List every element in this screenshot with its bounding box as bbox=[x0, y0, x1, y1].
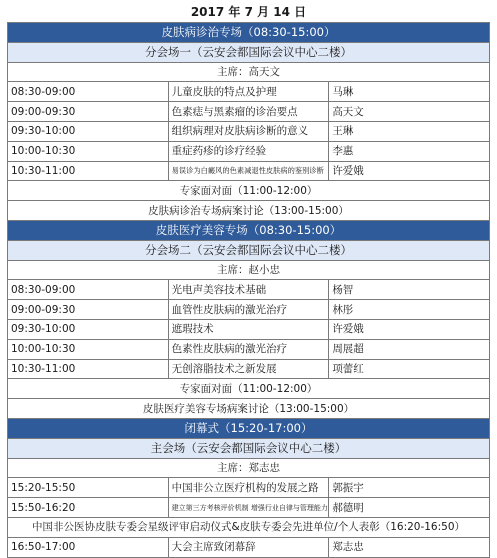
talk-time: 15:20-15:50 bbox=[8, 478, 169, 498]
talk-time: 10:30-11:00 bbox=[8, 161, 169, 181]
talk-row bbox=[8, 537, 490, 557]
center-row bbox=[8, 181, 490, 201]
session-title: 闭幕式（15:20-17:00） bbox=[8, 418, 490, 438]
talk-time: 09:00-09:30 bbox=[8, 102, 169, 122]
center-text: 皮肤医疗美容专场病案讨论（13:00-15:00） bbox=[8, 399, 490, 419]
venue-title: 分会场二（云安会都国际会议中心二楼） bbox=[8, 240, 490, 260]
talk-speaker: 郭振宇 bbox=[329, 478, 490, 498]
talk-row bbox=[8, 319, 490, 339]
center-row bbox=[8, 458, 490, 478]
center-text: 主席：高天文 bbox=[8, 62, 490, 82]
talk-topic: 大会主席致闭幕辞 bbox=[168, 537, 329, 557]
talk-speaker: 郝德明 bbox=[329, 498, 490, 518]
talk-topic: 无创溶脂技术之新发展 bbox=[168, 359, 329, 379]
talk-time: 10:00-10:30 bbox=[8, 141, 169, 161]
talk-speaker: 林彤 bbox=[329, 300, 490, 320]
talk-time: 16:50-17:00 bbox=[8, 537, 169, 557]
talk-topic: 血管性皮肤病的激光治疗 bbox=[168, 300, 329, 320]
center-row bbox=[8, 260, 490, 280]
venue-row bbox=[8, 42, 490, 62]
talk-row bbox=[8, 82, 490, 102]
talk-row bbox=[8, 339, 490, 359]
talk-topic: 建立第三方考核评价机制 增强行业自律与管理能力 bbox=[168, 498, 329, 518]
center-text: 专家面对面（11:00-12:00） bbox=[8, 379, 490, 399]
talk-time: 09:30-10:00 bbox=[8, 319, 169, 339]
center-text: 主席：郑志忠 bbox=[8, 458, 490, 478]
talk-speaker: 杨智 bbox=[329, 280, 490, 300]
talk-topic: 光电声美容技术基础 bbox=[168, 280, 329, 300]
center-text: 专家面对面（11:00-12:00） bbox=[8, 181, 490, 201]
talk-speaker: 李惠 bbox=[329, 141, 490, 161]
talk-time: 10:30-11:00 bbox=[8, 359, 169, 379]
talk-speaker: 王琳 bbox=[329, 121, 490, 141]
session-header-row bbox=[8, 418, 490, 438]
talk-row bbox=[8, 161, 490, 181]
center-row bbox=[8, 201, 490, 221]
center-row bbox=[8, 399, 490, 419]
center-row bbox=[8, 62, 490, 82]
talk-row bbox=[8, 478, 490, 498]
session-title: 皮肤医疗美容专场（08:30-15:00） bbox=[8, 220, 490, 240]
talk-topic: 重症药疹的诊疗经验 bbox=[168, 141, 329, 161]
talk-speaker: 项蕾红 bbox=[329, 359, 490, 379]
talk-speaker: 高天文 bbox=[329, 102, 490, 122]
venue-title: 分会场一（云安会都国际会议中心二楼） bbox=[8, 42, 490, 62]
talk-topic: 儿童皮肤的特点及护理 bbox=[168, 82, 329, 102]
talk-topic: 中国非公立医疗机构的发展之路 bbox=[168, 478, 329, 498]
talk-topic: 遮瑕技术 bbox=[168, 319, 329, 339]
talk-speaker: 郑志忠 bbox=[329, 537, 490, 557]
talk-topic: 色素性皮肤病的激光治疗 bbox=[168, 339, 329, 359]
talk-row bbox=[8, 280, 490, 300]
talk-row bbox=[8, 359, 490, 379]
talk-speaker: 许爱娥 bbox=[329, 161, 490, 181]
schedule-date: 2017 年 7 月 14 日 bbox=[190, 5, 307, 19]
schedule-table bbox=[7, 22, 490, 558]
center-text: 中国非公医协皮肤专委会星级评审启动仪式&皮肤专委会先进单位/个人表彰（16:20-16:50） bbox=[8, 517, 490, 537]
talk-time: 08:30-09:00 bbox=[8, 280, 169, 300]
talk-topic: 易误诊为白癜风的色素减退性皮肤病的鉴别诊断 bbox=[168, 161, 329, 181]
talk-row bbox=[8, 498, 490, 518]
venue-title: 主会场（云安会都国际会议中心二楼） bbox=[8, 438, 490, 458]
center-row bbox=[8, 379, 490, 399]
talk-row bbox=[8, 102, 490, 122]
talk-time: 08:30-09:00 bbox=[8, 82, 169, 102]
talk-topic: 色素痣与黑素瘤的诊治要点 bbox=[168, 102, 329, 122]
talk-speaker: 马琳 bbox=[329, 82, 490, 102]
session-header-row bbox=[8, 220, 490, 240]
talk-topic: 组织病理对皮肤病诊断的意义 bbox=[168, 121, 329, 141]
talk-speaker: 许爱娥 bbox=[329, 319, 490, 339]
talk-time: 15:50-16:20 bbox=[8, 498, 169, 518]
talk-time: 09:30-10:00 bbox=[8, 121, 169, 141]
session-title: 皮肤病诊治专场（08:30-15:00） bbox=[8, 23, 490, 43]
center-text: 皮肤病诊治专场病案讨论（13:00-15:00） bbox=[8, 201, 490, 221]
talk-time: 10:00-10:30 bbox=[8, 339, 169, 359]
talk-row bbox=[8, 300, 490, 320]
center-text: 主席：赵小忠 bbox=[8, 260, 490, 280]
venue-row bbox=[8, 240, 490, 260]
talk-row bbox=[8, 141, 490, 161]
center-row bbox=[8, 517, 490, 537]
talk-row bbox=[8, 121, 490, 141]
talk-speaker: 周展超 bbox=[329, 339, 490, 359]
talk-time: 09:00-09:30 bbox=[8, 300, 169, 320]
session-header-row bbox=[8, 23, 490, 43]
venue-row bbox=[8, 438, 490, 458]
